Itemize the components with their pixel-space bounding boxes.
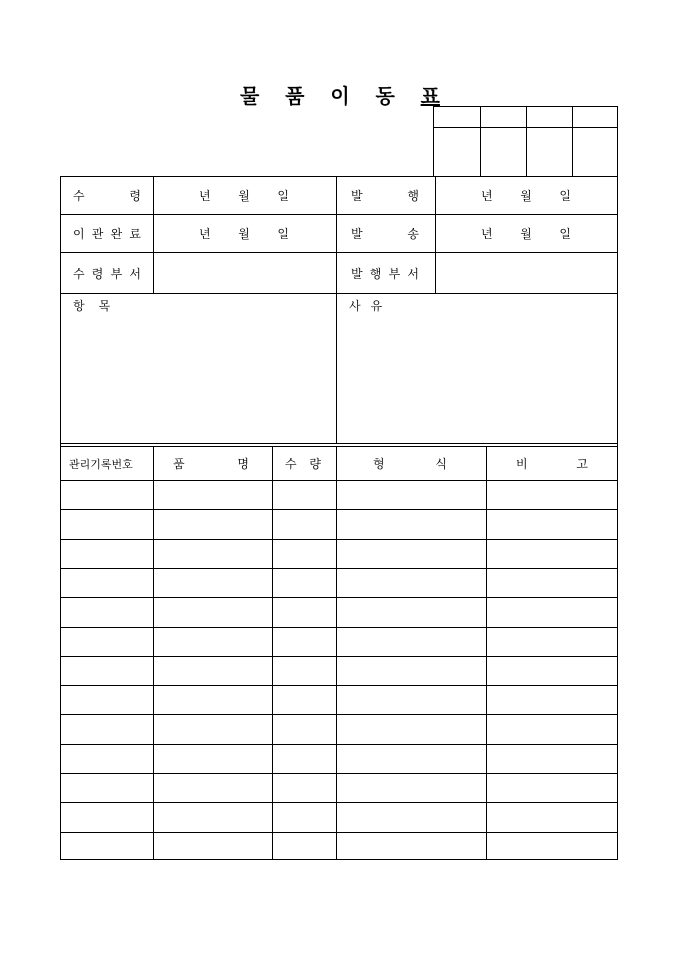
table-cell[interactable]	[273, 715, 335, 742]
table-cell[interactable]	[273, 628, 335, 655]
column-divider	[153, 177, 154, 293]
title-char: 동	[375, 83, 395, 108]
table-cell[interactable]	[273, 745, 335, 772]
table-cell[interactable]	[62, 540, 152, 567]
table-cell[interactable]	[487, 598, 616, 625]
table-cell[interactable]	[337, 569, 485, 596]
table-cell[interactable]	[273, 657, 335, 684]
table-cell[interactable]	[487, 833, 616, 860]
table-cell[interactable]	[154, 657, 271, 684]
table-cell[interactable]	[487, 481, 616, 508]
col-header-record-no: 관리기록번호	[69, 457, 133, 471]
table-cell[interactable]	[337, 686, 485, 713]
table-cell[interactable]	[273, 803, 335, 830]
table-cell[interactable]	[154, 686, 271, 713]
table-cell[interactable]	[337, 481, 485, 508]
table-cell[interactable]	[62, 803, 152, 830]
row-divider	[61, 293, 617, 294]
table-cell[interactable]	[62, 510, 152, 537]
col-header-quantity: 수 량	[285, 457, 321, 471]
col-header-type: 형 식	[373, 457, 447, 471]
title-char: 이	[330, 83, 350, 108]
approval-divider	[572, 107, 573, 176]
table-cell[interactable]	[62, 657, 152, 684]
table-cell[interactable]	[487, 569, 616, 596]
table-cell[interactable]	[337, 745, 485, 772]
table-cell[interactable]	[487, 510, 616, 537]
table-cell[interactable]	[337, 715, 485, 742]
table-cell[interactable]	[62, 715, 152, 742]
receipt-label: 수 령	[73, 189, 141, 203]
col-header-item-name: 품 명	[173, 457, 249, 471]
title-char: 물	[240, 83, 260, 108]
table-cell[interactable]	[337, 598, 485, 625]
shipment-date[interactable]: 년 월 일	[481, 227, 571, 241]
table-cell[interactable]	[273, 598, 335, 625]
double-divider	[61, 443, 617, 444]
table-cell[interactable]	[154, 774, 271, 801]
table-cell[interactable]	[154, 745, 271, 772]
table-cell[interactable]	[487, 715, 616, 742]
table-cell[interactable]	[337, 774, 485, 801]
reason-area[interactable]	[337, 317, 617, 443]
table-cell[interactable]	[273, 540, 335, 567]
table-cell[interactable]	[487, 803, 616, 830]
table-cell[interactable]	[487, 774, 616, 801]
table-cell[interactable]	[273, 686, 335, 713]
table-cell[interactable]	[62, 598, 152, 625]
table-cell[interactable]	[62, 774, 152, 801]
page-title	[240, 80, 440, 108]
transfer-form	[60, 176, 618, 860]
table-cell[interactable]	[487, 540, 616, 567]
table-cell[interactable]	[154, 833, 271, 860]
table-cell[interactable]	[62, 745, 152, 772]
table-cell[interactable]	[62, 628, 152, 655]
table-cell[interactable]	[273, 510, 335, 537]
table-cell[interactable]	[62, 569, 152, 596]
table-cell[interactable]	[62, 481, 152, 508]
table-cell[interactable]	[273, 774, 335, 801]
table-cell[interactable]	[337, 657, 485, 684]
table-cell[interactable]	[154, 510, 271, 537]
table-cell[interactable]	[154, 715, 271, 742]
items-label: 항 목	[73, 298, 111, 313]
transfer-complete-date[interactable]: 년 월 일	[199, 227, 289, 241]
table-cell[interactable]	[273, 833, 335, 860]
approval-divider	[526, 107, 527, 176]
table-cell[interactable]	[487, 628, 616, 655]
table-cell[interactable]	[337, 540, 485, 567]
table-cell[interactable]	[273, 481, 335, 508]
issuing-dept-label: 발 행 부 서	[351, 266, 419, 281]
table-cell[interactable]	[487, 657, 616, 684]
receiving-dept-label: 수 령 부 서	[73, 266, 141, 281]
issue-date[interactable]: 년 월 일	[481, 189, 571, 203]
title-char: 품	[285, 83, 305, 108]
table-cell[interactable]	[273, 569, 335, 596]
shipment-label: 발 송	[351, 227, 419, 241]
table-cell[interactable]	[62, 686, 152, 713]
issuing-dept-field[interactable]	[436, 253, 617, 293]
table-cell[interactable]	[337, 510, 485, 537]
table-cell[interactable]	[154, 569, 271, 596]
transfer-complete-label: 이 관 완 료	[73, 227, 141, 241]
table-cell[interactable]	[487, 686, 616, 713]
items-area[interactable]	[61, 317, 336, 443]
approval-divider	[480, 107, 481, 176]
receiving-dept-field[interactable]	[154, 253, 336, 293]
table-cell[interactable]	[62, 833, 152, 860]
table-cell[interactable]	[337, 833, 485, 860]
col-header-remarks: 비 고	[516, 457, 588, 471]
table-cell[interactable]	[337, 803, 485, 830]
table-cell[interactable]	[154, 628, 271, 655]
reason-label: 사 유	[349, 298, 383, 313]
title-char: 표	[420, 83, 440, 108]
table-cell[interactable]	[154, 540, 271, 567]
table-cell[interactable]	[487, 745, 616, 772]
issue-label: 발 행	[351, 189, 419, 203]
receipt-date[interactable]: 년 월 일	[199, 189, 289, 203]
approval-box-grid	[433, 106, 618, 177]
table-cell[interactable]	[337, 628, 485, 655]
column-divider	[435, 177, 436, 293]
table-cell[interactable]	[154, 598, 271, 625]
table-cell[interactable]	[154, 803, 271, 830]
table-cell[interactable]	[154, 481, 271, 508]
